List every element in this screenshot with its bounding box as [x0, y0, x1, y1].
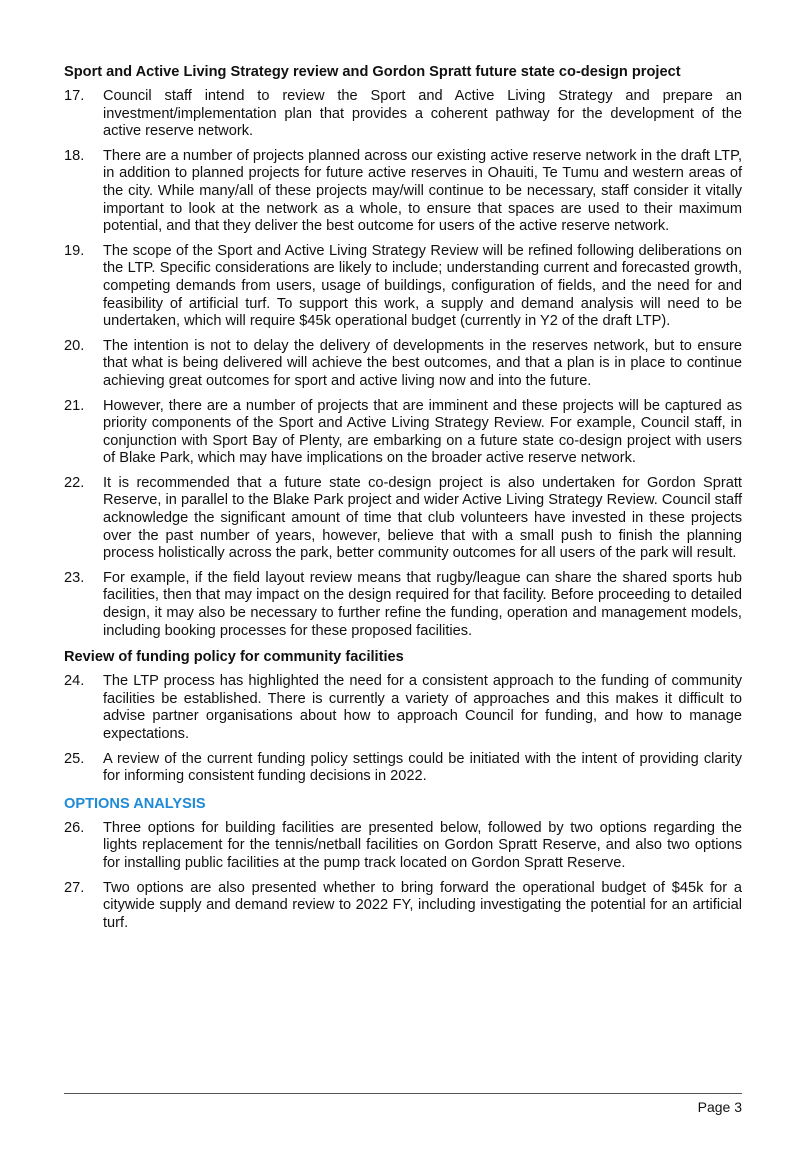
paragraph-number: 26. [64, 819, 85, 836]
paragraph-text: It is recommended that a future state co-design project is also undertaken for Gordon Spratt Reserve, in parallel to the Blake Park project and wider Active Living Strategy Review. Council staff acknowledge the significant amount of time that club volunteers have invested in these projects over the past number of years, however, believe that with a small push to finish the planning process holistically across the park, better community outcomes for all users of the park will result. [103, 474, 742, 562]
paragraph-text: The LTP process has highlighted the need for a consistent approach to the funding of community facilities be established. There is currently a variety of approaches and this makes it difficult to advise partner organisations about how to approach Council for funding, and how to manage expectations. [103, 673, 742, 742]
paragraph-text: Three options for building facilities are presented below, followed by two options regarding the lights replacement for the tennis/netball facilities on Gordon Spratt Reserve, and also two options for installing public facilities at the pump track located on Gordon Spratt Reserve. [103, 819, 742, 871]
paragraph-20 [64, 338, 742, 391]
paragraph-number: 19. [64, 242, 85, 259]
paragraph-number: 27. [64, 879, 85, 896]
paragraph-number: 17. [64, 88, 85, 104]
paragraph-number: 22. [64, 474, 85, 491]
paragraph-number: 18. [64, 147, 85, 164]
paragraph-22 [64, 475, 742, 563]
paragraph-text: There are a number of projects planned across our existing active reserve network in the draft LTP, in addition to planned projects for future active reserves in Ohauiti, Te Tumu and western areas of the city. While many/all of these projects may/will continue to be necessary, staff consider it vitally important to look at the network as a whole, to ensure that spaces are used to their maximum potential, and that they deliver the best outcome for users of the active reserve network. [103, 147, 742, 235]
paragraph-27 [64, 880, 742, 933]
paragraph-text: However, there are a number of projects that are imminent and these projects will be captured as priority components of the Sport and Active Living Strategy Review. For example, Council staff, in conjunction with Sport Bay of Plenty, are embarking on a future state co-design project with users of Blake Park, which may have implications on the broader active reserve network. [103, 397, 742, 467]
paragraph-17 [64, 88, 742, 141]
paragraph-25 [64, 751, 742, 786]
section-heading-options-analysis: OPTIONS ANALYSIS [64, 795, 206, 812]
section-heading-funding-policy: Review of funding policy for community facilities [64, 649, 404, 666]
paragraph-18 [64, 148, 742, 236]
paragraph-text: For example, if the field layout review means that rugby/league can share the shared sports hub facilities, then that may impact on the design required for that facility. Before proceeding to detailed design, it may also be necessary to further refine the funding, operation and management models, including booking processes for these proposed facilities. [103, 569, 742, 639]
paragraph-text: Council staff intend to review the Sport and Active Living Strategy and prepare an investment/implementation plan that provides a coherent pathway for the development of the active reserve network. [103, 88, 742, 140]
paragraph-number: 20. [64, 337, 85, 354]
paragraph-23 [64, 570, 742, 640]
paragraph-number: 23. [64, 569, 85, 586]
paragraph-text: The scope of the Sport and Active Living Strategy Review will be refined following deliberations on the LTP. Specific considerations are likely to include; understanding current and forecasted growth, competing demands from users, usage of buildings, configuration of fields, and the need for and feasibility of artificial turf. To support this work, a supply and demand analysis will need to be undertaken, which will require $45k operational budget (currently in Y2 of the draft LTP). [103, 242, 742, 330]
paragraph-26 [64, 820, 742, 873]
document-body [64, 62, 742, 939]
paragraph-number: 25. [64, 750, 85, 767]
page-number: Page 3 [697, 1099, 742, 1115]
paragraph-text: A review of the current funding policy settings could be initiated with the intent of providing clarity for informing consistent funding decisions in 2022. [103, 750, 742, 785]
footer-divider [64, 1093, 742, 1094]
section-heading-sport-strategy: Sport and Active Living Strategy review and Gordon Spratt future state co-design project [64, 64, 681, 80]
paragraph-19 [64, 243, 742, 331]
paragraph-number: 21. [64, 397, 85, 414]
paragraph-text: Two options are also presented whether to bring forward the operational budget of $45k for a citywide supply and demand review to 2022 FY, including investigating the potential for an artificial turf. [103, 879, 742, 931]
paragraph-24 [64, 673, 742, 743]
paragraph-21 [64, 398, 742, 468]
paragraph-text: The intention is not to delay the delivery of developments in the reserves network, but to ensure that what is being delivered will achieve the best outcomes, and that a plan is in place to continue achieving great outcomes for sport and active living now and into the future. [103, 337, 742, 389]
paragraph-number: 24. [64, 673, 85, 690]
